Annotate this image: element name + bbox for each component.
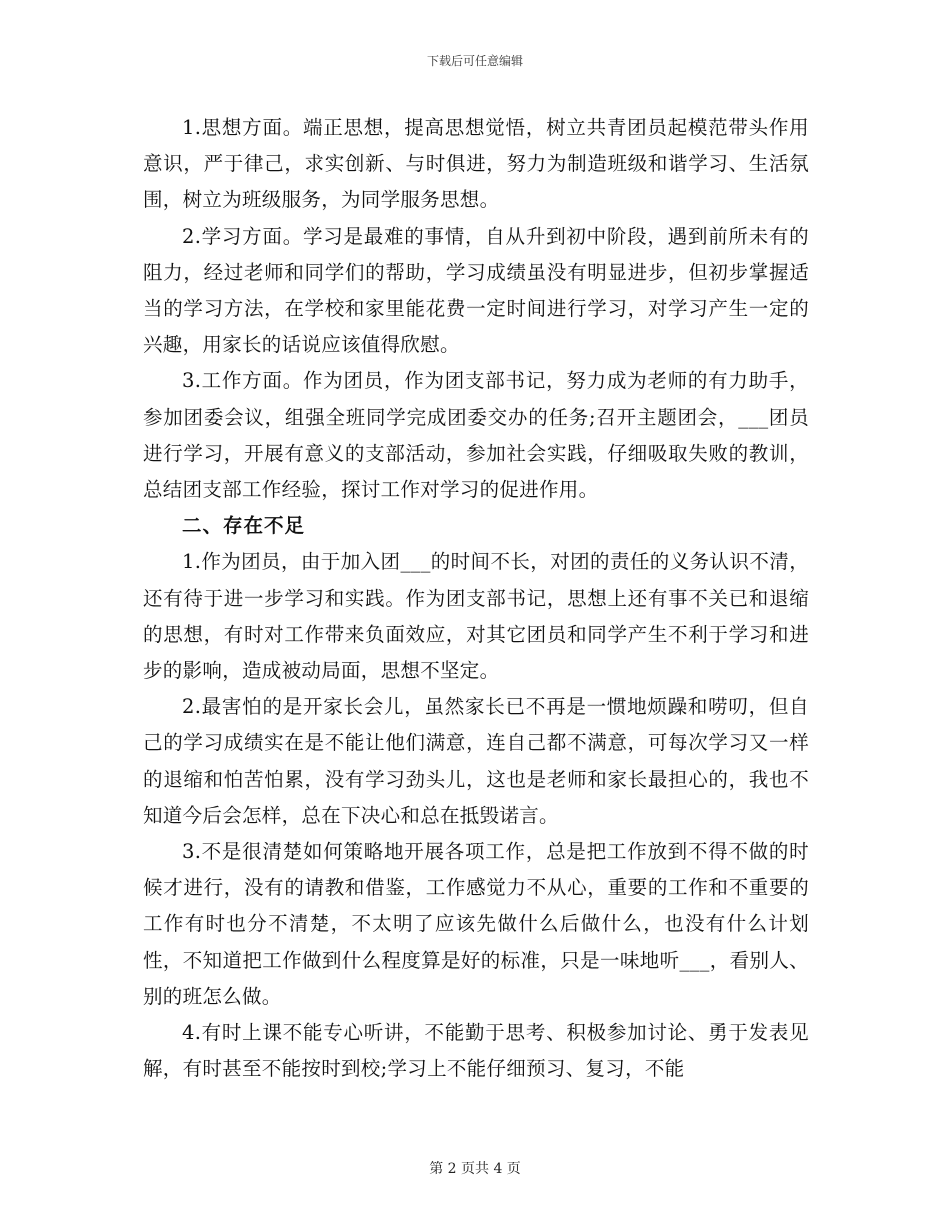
page-footer: 第 2 页共 4 页 <box>429 1161 521 1177</box>
paragraph-work: 3.工作方面。作为团员，作为团支部书记，努力成为老师的有力助手，参加团委会议，组强全班同学完成团委交办的任务;召开主题团会，___团员进行学习，开展有意义的支部活动，参加社会实践，仔细吸取失败的教训，总结团支部工作经验，探讨工作对学习的促进作用。 <box>143 369 809 502</box>
paragraph-shortcoming-1: 1.作为团员，由于加入团___的时间不长，对团的责任的义务认识不清，还有待于进一步学习和实践。作为团支部书记，思想上还有事不关已和退缩的思想，有时对工作带来负面效应，对其它团员和同学产生不利于学习和进步的影响，造成被动局面，思想不坚定。 <box>143 550 809 683</box>
paragraph-shortcoming-4: 4.有时上课不能专心听讲，不能勤于思考、积极参加讨论、勇于发表见解，有时甚至不能按时到校;学习上不能仔细预习、复习，不能 <box>143 1021 809 1081</box>
paragraph-shortcoming-2: 2.最害怕的是开家长会儿，虽然家长已不再是一惯地烦躁和唠叨，但自己的学习成绩实在是不能让他们满意，连自己都不满意，可每次学习又一样的退缩和怕苦怕累，没有学习劲头儿，这也是老师和家长最担心的，我也不知道今后会怎样，总在下决心和总在抵毁诺言。 <box>143 695 809 827</box>
section-heading-shortcomings: 二、存在不足 <box>182 514 306 538</box>
page-header: 下载后可任意编辑 <box>426 54 523 68</box>
paragraph-shortcoming-3: 3.不是很清楚如何策略地开展各项工作，总是把工作放到不得不做的时候才进行，没有的请教和借鉴，工作感觉力不从心，重要的工作和不重要的工作有时也分不清楚，不太明了应该先做什么后做什么，也没有什么计划性，不知道把工作做到什么程度算是好的标准，只是一味地听___，看别人、别的班怎么做。 <box>143 840 809 1008</box>
paragraph-study: 2.学习方面。学习是最难的事情，自从升到初中阶段，遇到前所未有的阻力，经过老师和同学们的帮助，学习成绩虽没有明显进步，但初步掌握适当的学习方法，在学校和家里能花费一定时间进行学习，对学习产生一定的兴趣，用家长的话说应该值得欣慰。 <box>143 224 809 357</box>
document-body <box>143 110 809 1087</box>
paragraph-thought: 1.思想方面。端正思想，提高思想觉悟，树立共青团员起模范带头作用意识，严于律己，求实创新、与时俱进，努力为制造班级和谐学习、生活氛围，树立为班级服务，为同学服务思想。 <box>143 116 809 212</box>
